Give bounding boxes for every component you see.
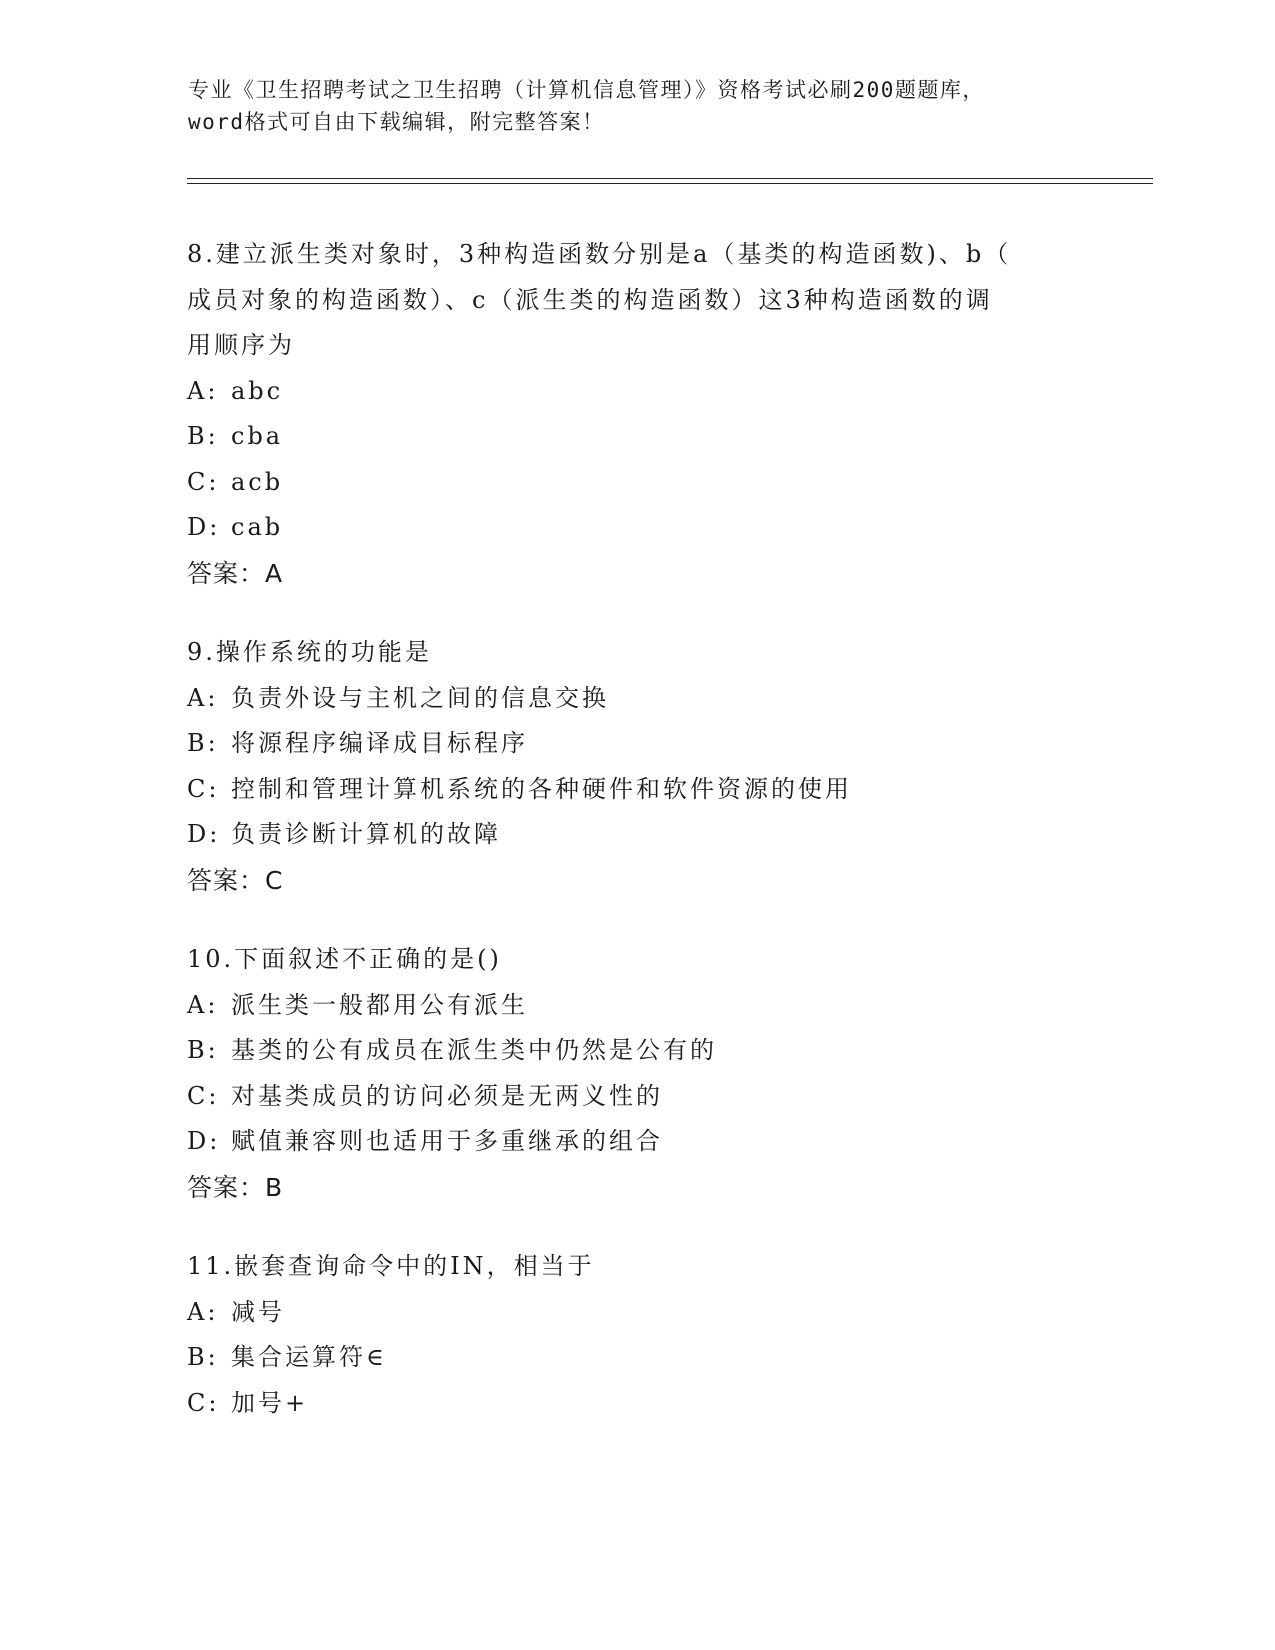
option-item [187, 1119, 1107, 1165]
question-text: 11.嵌套查询命令中的IN，相当于 [187, 1252, 595, 1280]
option-item [187, 1074, 1107, 1120]
header-line-1: 专业《卫生招聘考试之卫生招聘（计算机信息管理）》资格考试必刷200题题库， [188, 78, 985, 102]
option-key: D: [187, 820, 221, 848]
option-item [187, 721, 1107, 767]
question-text: 用顺序为 [187, 331, 295, 359]
header-divider-top [187, 178, 1153, 179]
option-key: D: [187, 1127, 221, 1155]
option-text: 基类的公有成员在派生类中仍然是公有的 [231, 1036, 717, 1064]
question-block [187, 1244, 1107, 1426]
option-key: C: [187, 467, 220, 496]
answer-text: 答案：C [187, 865, 284, 895]
option-item [187, 414, 1107, 460]
question-block [187, 630, 1107, 903]
option-item [187, 1028, 1107, 1074]
header-line-2: word格式可自由下载编辑，附完整答案！ [188, 110, 605, 134]
option-key: C: [187, 1081, 220, 1110]
option-item [187, 1335, 1107, 1381]
option-text: cab [231, 513, 284, 541]
option-text: 减号 [231, 1297, 285, 1326]
question-text: 9.操作系统的功能是 [187, 638, 432, 666]
question-block [187, 232, 1107, 596]
option-key: C: [187, 1388, 220, 1417]
option-key: A: [187, 990, 219, 1019]
option-text: 负责外设与主机之间的信息交换 [231, 683, 609, 712]
document-header [188, 74, 1088, 138]
option-text: 对基类成员的访问必须是无两义性的 [231, 1081, 663, 1110]
question-text: 8.建立派生类对象时，3种构造函数分别是a（基类的构造函数)、b（ [187, 240, 1012, 268]
option-text: acb [231, 467, 284, 496]
option-item [187, 460, 1107, 506]
answer-text: 答案：A [187, 558, 284, 588]
option-key: B: [187, 729, 219, 757]
option-item [187, 1381, 1107, 1427]
option-key: A: [187, 683, 219, 712]
option-text: 控制和管理计算机系统的各种硬件和软件资源的使用 [231, 774, 852, 803]
option-item [187, 983, 1107, 1029]
option-text: abc [231, 376, 284, 405]
question-list [187, 232, 1107, 1460]
option-key: A: [187, 376, 219, 405]
option-item [187, 767, 1107, 813]
header-divider-bottom [187, 183, 1153, 184]
option-item [187, 812, 1107, 858]
option-item [187, 505, 1107, 551]
option-text: 派生类一般都用公有派生 [231, 990, 528, 1019]
question-text: 10.下面叙述不正确的是() [187, 945, 502, 973]
option-key: B: [187, 422, 219, 450]
option-key: B: [187, 1343, 219, 1371]
option-text: 负责诊断计算机的故障 [231, 820, 501, 848]
option-text: 加号+ [231, 1388, 309, 1417]
answer-text: 答案：B [187, 1172, 284, 1202]
option-text: cba [231, 422, 284, 450]
option-text: 将源程序编译成目标程序 [231, 729, 528, 757]
option-key: A: [187, 1297, 219, 1326]
option-item [187, 1290, 1107, 1336]
option-key: B: [187, 1036, 219, 1064]
option-item [187, 676, 1107, 722]
question-block [187, 937, 1107, 1210]
option-key: C: [187, 774, 220, 803]
option-item [187, 369, 1107, 415]
option-text: 集合运算符∈ [231, 1343, 387, 1371]
question-text: 成员对象的构造函数）、c（派生类的构造函数）这3种构造函数的调 [187, 285, 993, 314]
option-key: D: [187, 513, 221, 541]
option-text: 赋值兼容则也适用于多重继承的组合 [231, 1127, 663, 1155]
